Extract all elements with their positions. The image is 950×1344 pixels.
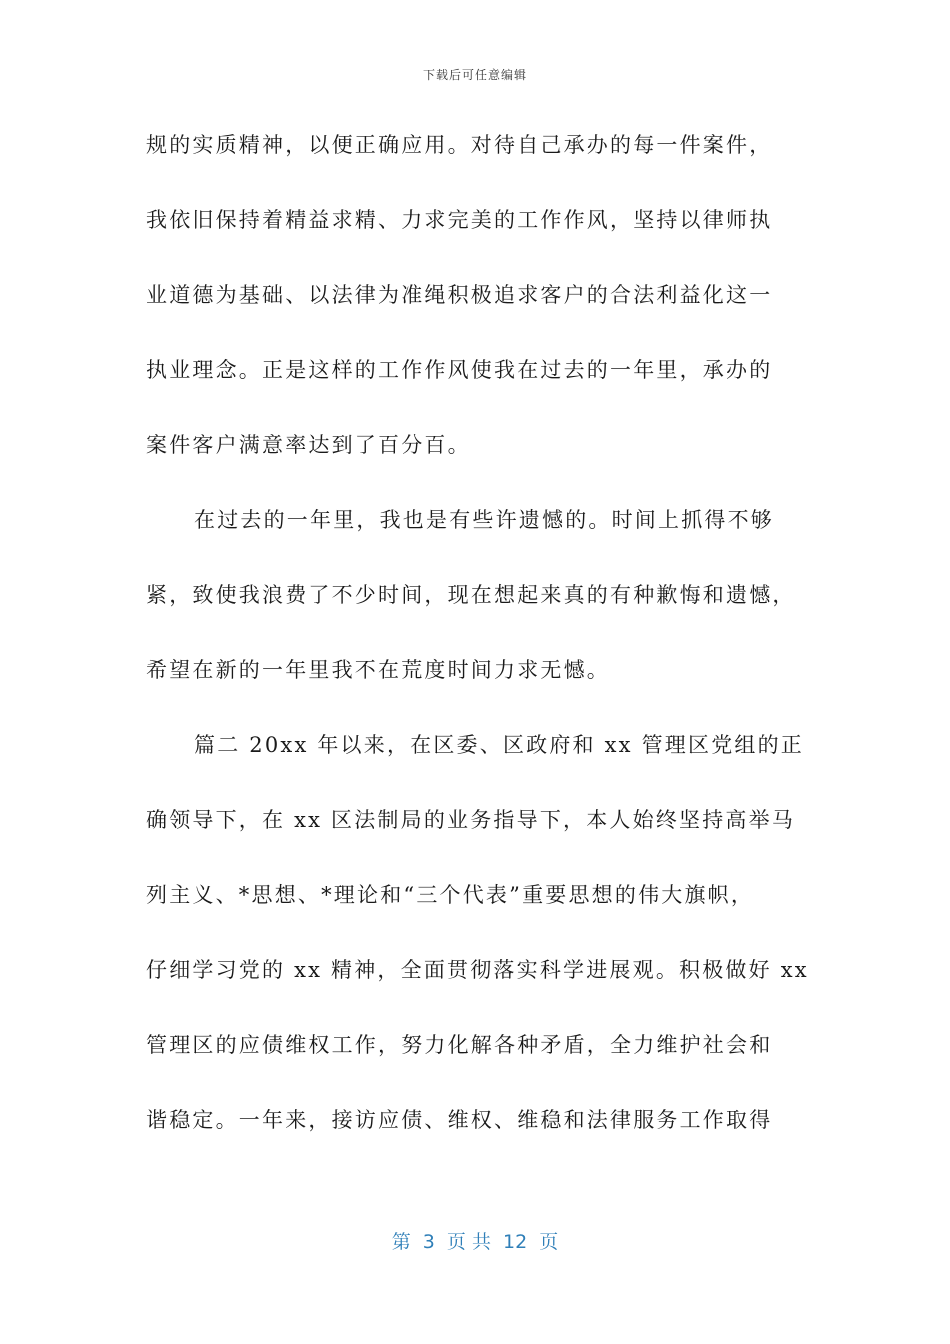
text-line: 规的实质精神，以便正确应用。对待自己承办的每一件案件， bbox=[146, 133, 773, 157]
text-line: 执业理念。正是这样的工作作风使我在过去的一年里，承办的 bbox=[146, 358, 773, 382]
text-line: 案件客户满意率达到了百分百。 bbox=[146, 433, 471, 457]
paragraph-first-line: 篇二 20xx 年以来，在区委、区政府和 xx 管理区党组的正 bbox=[194, 733, 804, 757]
text-line: 管理区的应债维权工作，努力化解各种矛盾，全力维护社会和 bbox=[146, 1033, 773, 1057]
paragraph-first-line: 在过去的一年里，我也是有些许遗憾的。时间上抓得不够 bbox=[194, 508, 774, 532]
text-line: 谐稳定。一年来，接访应债、维权、维稳和法律服务工作取得 bbox=[146, 1108, 773, 1132]
page-header: 下载后可任意编辑 bbox=[422, 68, 527, 82]
text-line: 紧，致使我浪费了不少时间，现在想起来真的有种歉悔和遗憾， bbox=[146, 583, 796, 607]
text-line: 我依旧保持着精益求精、力求完美的工作作风，坚持以律师执 bbox=[146, 208, 773, 232]
text-line: 希望在新的一年里我不在荒度时间力求无憾。 bbox=[146, 658, 610, 682]
text-line: 业道德为基础、以法律为准绳积极追求客户的合法利益化这一 bbox=[146, 283, 773, 307]
text-line: 列主义、*思想、*理论和“三个代表”重要思想的伟大旗帜， bbox=[146, 883, 755, 907]
page-number-footer: 第 3 页 共 12 页 bbox=[391, 1231, 559, 1253]
text-line: 确领导下，在 xx 区法制局的业务指导下，本人始终坚持高举马 bbox=[146, 808, 796, 832]
text-line: 仔细学习党的 xx 精神，全面贯彻落实科学进展观。积极做好 xx bbox=[146, 958, 809, 982]
